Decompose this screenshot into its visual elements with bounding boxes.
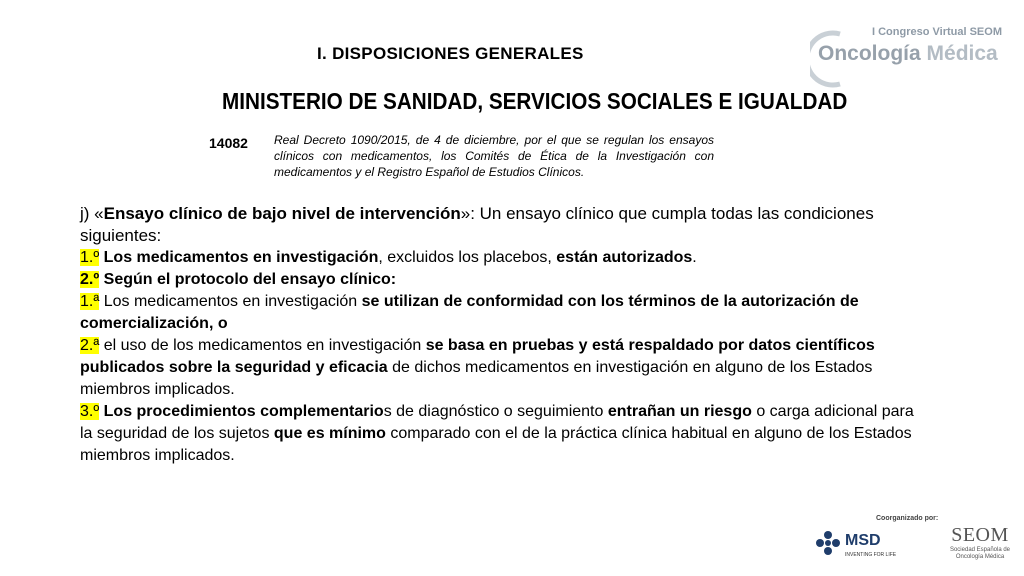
section-heading: I. DISPOSICIONES GENERALES xyxy=(317,44,584,63)
subcondition-2 xyxy=(80,335,920,401)
c1-bold: Los medicamentos en investigación xyxy=(103,249,379,266)
msd-logo xyxy=(815,528,895,562)
subcondition-1-number: 1.ª xyxy=(80,293,100,310)
condition-3-number: 3.º xyxy=(80,403,100,420)
condition-2-number: 2.º xyxy=(80,271,100,288)
logo-wordmark xyxy=(818,42,998,66)
c1-bold2: están autorizados xyxy=(556,249,693,266)
msd-name: MSD xyxy=(845,532,881,549)
logo-medica: Médica xyxy=(926,42,998,65)
s2-bold: se basa en pruebas y está respaldado por datos científicos publicados sobre la seguridad y eficacia xyxy=(80,337,875,376)
c1-end: . xyxy=(692,249,697,266)
c3-c: comparado con el de la práctica clínica habitual en alguno de los Estados miembros implicados. xyxy=(80,425,912,464)
logo-oncologia: Oncología xyxy=(818,42,921,65)
congress-name: I Congreso Virtual SEOM xyxy=(872,26,1002,38)
seom-logo xyxy=(945,524,1015,561)
subcondition-2-number: 2.ª xyxy=(80,337,100,354)
condition-2 xyxy=(80,269,920,291)
s2-end: de dichos medicamentos en investigación en alguno de los Estados miembros implicados. xyxy=(80,359,873,398)
decree-title: Real Decreto 1090/2015, de 4 de diciembre, por el que se regulan los ensayos clínicos con medicamentos, los Comités de Ética de la Investigación con medicamentos y el Registro Español de Estudios Clínicos. xyxy=(274,133,714,179)
seom-subtitle: Sociedad Española de Oncología Médica xyxy=(949,547,1011,560)
condition-1-number: 1.º xyxy=(80,249,100,266)
c3-bold3: que es mínimo xyxy=(273,425,386,442)
c3-a: s de diagnóstico o seguimiento xyxy=(383,403,608,420)
subcondition-1 xyxy=(80,291,920,335)
coorganized-label: Coorganizado por: xyxy=(876,515,939,522)
def-rest: »: Un ensayo clínico que cumpla todas las condiciones siguientes: xyxy=(80,204,874,245)
s1-text: Los medicamentos en investigación xyxy=(103,293,362,310)
condition-1 xyxy=(80,247,920,269)
definition-text xyxy=(80,203,920,467)
msd-tagline: INVENTING FOR LIFE xyxy=(845,552,897,558)
condition-3 xyxy=(80,401,920,467)
def-prefix: j) « xyxy=(80,204,104,223)
s2-text: el uso de los medicamentos en investigación xyxy=(103,337,426,354)
s1-bold: se utilizan de conformidad con los términos de la autorización de comercialización, o xyxy=(80,293,859,332)
c3-bold2: entrañan un riesgo xyxy=(607,403,752,420)
decree-number: 14082 xyxy=(209,135,248,151)
definition-intro xyxy=(80,203,920,247)
def-term: Ensayo clínico de bajo nivel de intervención xyxy=(103,204,461,223)
c1-mid: , excluidos los placebos, xyxy=(378,249,557,266)
seom-name: SEOM xyxy=(951,524,1009,546)
congress-logo xyxy=(810,16,1010,86)
ministry-heading: MINISTERIO DE SANIDAD, SERVICIOS SOCIALES E IGUALDAD xyxy=(222,88,848,114)
c3-b: o carga adicional para la seguridad de los sujetos xyxy=(80,403,914,442)
c3-bold: Los procedimientos complementario xyxy=(103,403,384,420)
msd-mark-icon xyxy=(815,530,841,556)
c2-text: Según el protocolo del ensayo clínico: xyxy=(103,271,397,288)
